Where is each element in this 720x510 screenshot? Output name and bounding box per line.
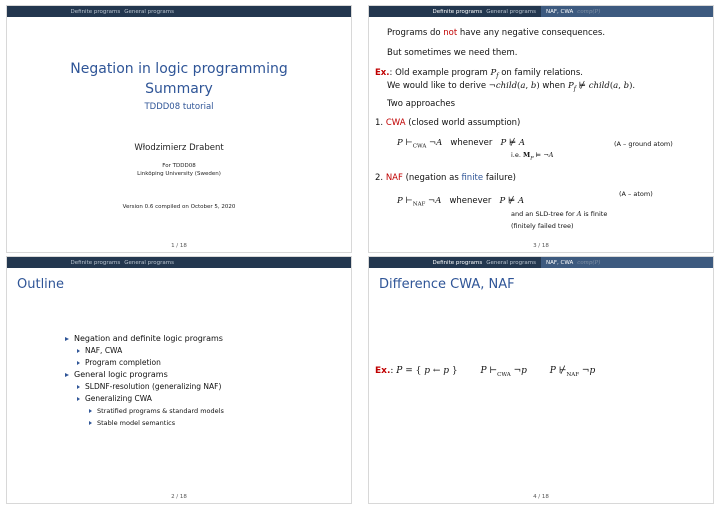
nav-general-programs[interactable]: General programs: [124, 259, 174, 266]
page-number: 2 / 18: [171, 494, 187, 500]
nav-definite-programs[interactable]: Definite programs: [70, 259, 121, 266]
nav-general-programs[interactable]: General programs: [486, 8, 536, 15]
bullet-icon: [77, 349, 80, 353]
page-number: 4 / 18: [533, 494, 549, 500]
slide-title: Outline: [17, 277, 65, 292]
slide-title: [7, 59, 351, 99]
nav-general-programs[interactable]: General programs: [486, 259, 536, 266]
slide-3: [368, 5, 714, 253]
naf-sld: and an SLD-tree for A is finite: [511, 210, 608, 218]
two-approaches: Two approaches: [387, 99, 456, 109]
intro-line-2: But sometimes we need them.: [387, 48, 518, 58]
nav-comp[interactable]: comp(P): [577, 259, 601, 266]
nav-header: [7, 6, 351, 17]
cwa-note: (A – ground atom): [614, 140, 673, 148]
nav-definite-programs[interactable]: Definite programs: [70, 8, 121, 15]
for-course: For TDDD08: [162, 163, 196, 169]
bullet-icon: [65, 373, 69, 377]
title-line-2: Summary: [145, 81, 213, 97]
outline-list: [65, 333, 224, 429]
example-formula: Ex.: P = { p ← p } P $⊢_{CWA}$ ¬p P $⊬_{NAF}$ ¬p: [375, 366, 596, 378]
bullet-icon: [77, 361, 80, 365]
item-naf: 2. NAF (negation as finite failure): [375, 173, 516, 183]
slide-1: [6, 5, 352, 253]
outline-item: Negation and definite logic programs: [65, 333, 224, 345]
slide-subtitle: TDDD08 tutorial: [144, 102, 214, 112]
bullet-icon: [77, 385, 80, 389]
title-line-1: Negation in logic programming: [70, 61, 288, 77]
naf-paren: (finitely failed tree): [511, 222, 574, 230]
item-cwa: 1. CWA (closed world assumption): [375, 118, 521, 128]
slide-title: Difference CWA, NAF: [379, 277, 515, 292]
cwa-ie: i.e. $M_P$ ⊨ ¬A: [511, 151, 554, 162]
institution: Linköping University (Sweden): [137, 171, 221, 177]
bullet-icon: [77, 397, 80, 401]
nav-general-programs[interactable]: General programs: [124, 8, 174, 15]
version-info: Version 0.6 compiled on October 5, 2020: [122, 204, 236, 210]
outline-item: Generalizing CWA: [77, 393, 224, 405]
nav-naf-cwa[interactable]: NAF, CWA: [546, 8, 574, 15]
outline-item: NAF, CWA: [77, 345, 224, 357]
slide-2: [6, 256, 352, 504]
outline-item: SLDNF-resolution (generalizing NAF): [77, 381, 224, 393]
nav-definite-programs[interactable]: Definite programs: [432, 8, 483, 15]
nav-header: [369, 6, 713, 17]
slide-4: [368, 256, 714, 504]
intro-line-1: Programs do not have any negative consequences.: [387, 28, 606, 38]
naf-rule: P $⊢_{NAF}$ ¬A whenever P ⊭ A: [397, 196, 525, 208]
outline-item: Stable model semantics: [89, 417, 224, 429]
institution-block: [7, 162, 351, 178]
derive-line: We would like to derive ¬child(a, b) when $P_f$ ⊭ child(a, b).: [387, 81, 636, 93]
nav-header: [369, 257, 713, 268]
example-line: Ex.: Old example program $P_f$ on family relations.: [375, 68, 583, 80]
nav-header: [7, 257, 351, 268]
nav-comp[interactable]: comp(P): [577, 8, 601, 15]
bullet-icon: [89, 409, 92, 413]
cwa-rule: P $⊢_{CWA}$ ¬A whenever P ⊭ A: [397, 138, 526, 150]
nav-naf-cwa[interactable]: NAF, CWA: [546, 259, 574, 266]
outline-item: General logic programs: [65, 369, 224, 381]
outline-item: Program completion: [77, 357, 224, 369]
bullet-icon: [89, 421, 92, 425]
page-number: 3 / 18: [533, 243, 549, 249]
page-number: 1 / 18: [171, 243, 187, 249]
outline-item: Stratified programs & standard models: [89, 405, 224, 417]
naf-note: (A – atom): [619, 190, 653, 198]
bullet-icon: [65, 337, 69, 341]
author: Włodzimierz Drabent: [134, 143, 224, 153]
nav-definite-programs[interactable]: Definite programs: [432, 259, 483, 266]
